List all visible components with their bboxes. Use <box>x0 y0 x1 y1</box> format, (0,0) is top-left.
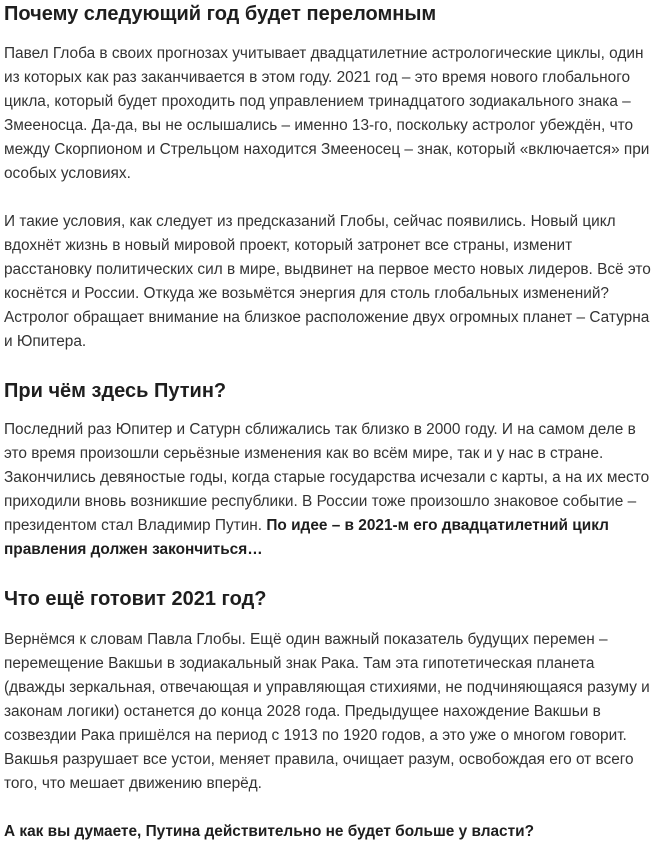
section-heading-turning-point: Почему следующий год будет переломным <box>4 3 437 25</box>
paragraph-conditions: И такие условия, как следует из предсказаний Глобы, сейчас появились. Новый цикл вдохнёт жизнь в новый мировой проект, который затронет все страны, изменит расстановку политических сил в мире, выдвинет на первое место новых лидеров. Всё это коснётся и России. Откуда же возьмётся энергия для столь глобальных изменений? Астролог обращает внимание на близкое расположение двух огромных планет – Сатурна и Юпитера. <box>4 213 651 350</box>
paragraph-cycles: Павел Глоба в своих прогнозах учитывает двадцатилетние астрологические циклы, один из которых как раз заканчивается в этом году. 2021 год – это время нового глобального цикла, который будет проходить под управлением тринадцатого зодиакального знака – Змееносца. Да-да, вы не ослышались – именно 13-го, поскольку астролог убеждён, что между Скорпионом и Стрельцом находится Змееносец – знак, который «включается» при особых условиях. <box>4 45 650 182</box>
section-heading-2021: Что ещё готовит 2021 год? <box>4 588 267 610</box>
paragraph-jupiter-saturn-bold: По идее – в 2021-м его двадцатилетний цикл правления должен закончиться… <box>4 517 609 558</box>
paragraph-jupiter-saturn <box>4 418 654 562</box>
paragraph-jupiter-saturn-text: Последний раз Юпитер и Сатурн сближались так близко в 2000 году. И на самом деле в это время произошли серьёзные изменения как во всём мире, так и у нас в стране. Закончились девяностые годы, когда старые государства исчезали с карты, а на их место приходили вновь возникшие республики. В России тоже произошло знаковое событие – президентом стал Владимир Путин. <box>4 421 650 534</box>
section-heading-putin: При чём здесь Путин? <box>4 380 227 402</box>
paragraph-vakshya: Вернёмся к словам Павла Глобы. Ещё один важный показатель будущих перемен – перемещение Вакшьи в зодиакальный знак Рака. Там эта гипотетическая планета (дважды зеркальная, отвечающая и управляющая стихиями, не подчиняющаяся разуму и законам логики) останется до конца 2028 года. Предыдущее нахождение Вакшьи в созвездии Рака пришёлся на период с 1913 по 1920 годов, а это уже о многом говорит. Вакшья разрушает все устои, меняет правила, очищает разум, освобождая его от всего того, что мешает движению вперёд. <box>4 631 650 792</box>
closing-question: А как вы думаете, Путина действительно не будет больше у власти? <box>4 823 534 840</box>
